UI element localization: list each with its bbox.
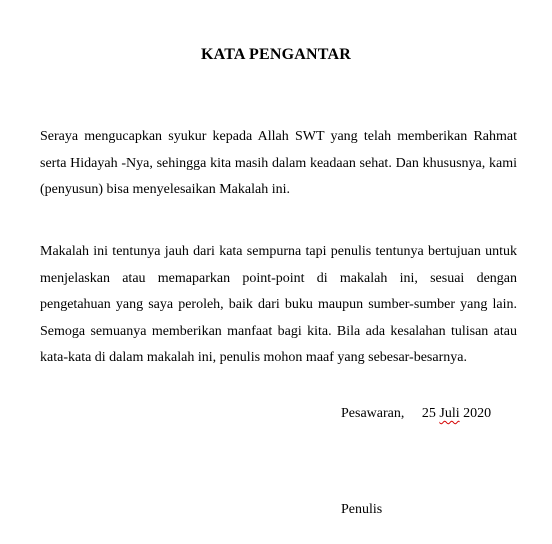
date-year: 2020 [463,406,492,421]
place-and-date [341,404,491,424]
place-name: Pesawaran, [341,406,405,421]
signer-name: Penulis [341,502,383,517]
date-month-spellcheck: Juli [439,406,460,421]
date-day: 25 [421,406,436,421]
paragraph-opening: Seraya mengucapkan syukur kepada Allah SWT yang telah memberikan Rahmat serta Hidayah -Nya, sehingga kita masih dalam keadaan sehat. Dan khususnya, kami (penyusun) bisa menyelesaikan Makalah ini. [40,129,517,197]
paragraph-body: Makalah ini tentunya jauh dari kata sempurna tapi penulis tentunya bertujuan untuk menjelaskan atau memaparkan point-point di makalah ini, sesuai dengan pengetahuan yang saya peroleh, baik dari buku maupun sumber-sumber yang lain. Semoga semuanya memberikan manfaat bagi kita. Bila ada kesalahan tulisan atau kata-kata di dalam makalah ini, penulis mohon maaf yang sebesar-besarnya. [40,244,517,365]
document-title: KATA PENGANTAR [201,46,351,63]
